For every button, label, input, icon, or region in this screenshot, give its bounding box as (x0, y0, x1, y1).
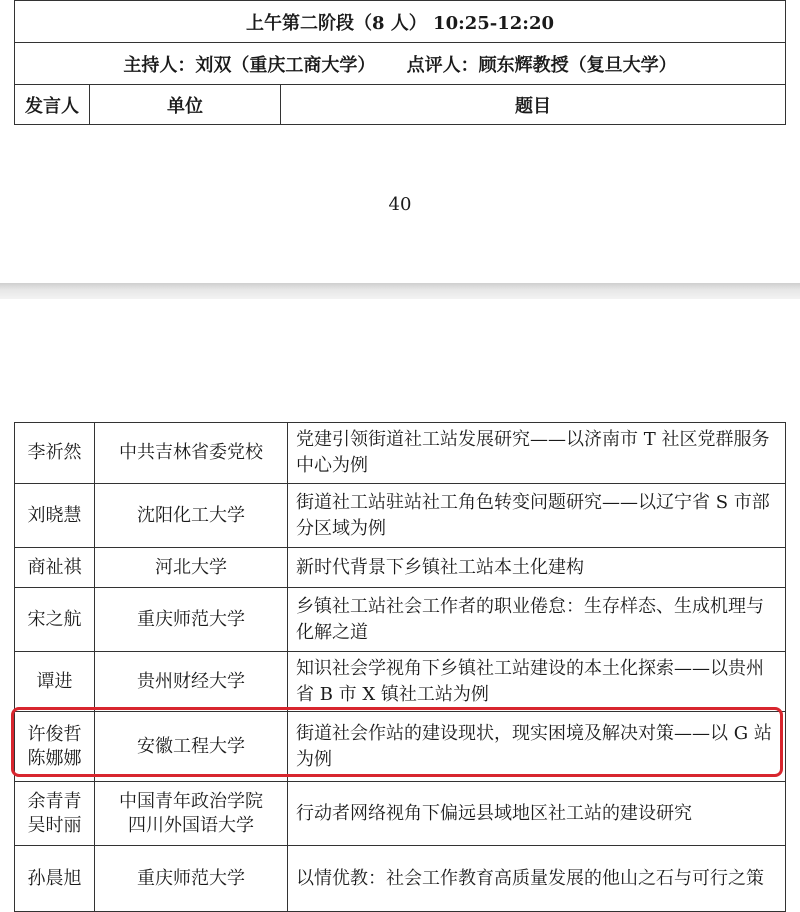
speaker-name: 吴时丽 (27, 814, 82, 836)
topic-cell: 乡镇社工站社会工作者的职业倦怠：生存样态、生成机理与化解之道 (288, 588, 786, 652)
session-header-table (14, 0, 786, 125)
unit-name: 安徽工程大学 (137, 735, 245, 757)
speaker-name: 刘晓慧 (27, 504, 82, 526)
speaker-cell (15, 548, 95, 588)
unit-name: 河北大学 (155, 556, 227, 578)
table-row (15, 652, 786, 712)
page-number: 40 (388, 194, 412, 215)
speaker-name: 陈娜娜 (27, 747, 82, 769)
unit-cell (95, 423, 288, 484)
speaker-name: 李祈然 (27, 442, 82, 463)
table-row (15, 588, 786, 652)
speaker-cell (15, 652, 95, 712)
unit-name: 重庆师范大学 (137, 867, 245, 889)
col-header-topic: 题目 (281, 85, 786, 125)
session-title: 上午第二阶段（8 人） 10:25-12:20 (15, 1, 786, 43)
table-row (15, 782, 786, 846)
speaker-name: 谭进 (36, 670, 73, 692)
topic-cell: 以情优教：社会工作教育高质量发展的他山之石与可行之策 (288, 846, 786, 912)
unit-name: 重庆师范大学 (137, 608, 245, 630)
topic-cell: 新时代背景下乡镇社工站本土化建构 (288, 548, 786, 588)
unit-name: 四川外国语大学 (128, 814, 254, 836)
table-row (15, 846, 786, 912)
unit-cell (95, 846, 288, 912)
topic-cell: 行动者网络视角下偏远县域地区社工站的建设研究 (288, 782, 786, 846)
unit-name: 贵州财经大学 (137, 670, 245, 692)
unit-name: 中国青年政治学院 (119, 790, 263, 812)
speaker-cell (15, 846, 95, 912)
unit-cell (95, 548, 288, 588)
speaker-cell (15, 712, 95, 782)
moderator-line: 主持人：刘双（重庆工商大学） 点评人：顾东辉教授（复旦大学） (15, 43, 786, 85)
table-row (15, 712, 786, 782)
speaker-name: 商祉祺 (27, 556, 82, 578)
col-header-unit: 单位 (90, 85, 281, 125)
speaker-name: 许俊哲 (27, 723, 82, 745)
topic-cell: 街道社工站驻站社工角色转变问题研究——以辽宁省 S 市部分区域为例 (288, 484, 786, 548)
unit-name: 中共吉林省委党校 (119, 442, 263, 463)
speaker-cell (15, 423, 95, 484)
unit-cell (95, 484, 288, 548)
topic-cell: 街道社会作站的建设现状，现实困境及解决对策——以 G 站为例 (288, 712, 786, 782)
speaker-name: 宋之航 (27, 608, 82, 630)
topic-cell: 党建引领街道社工站发展研究——以济南市 T 社区党群服务中心为例 (288, 423, 786, 484)
unit-cell (95, 782, 288, 846)
table-row (15, 484, 786, 548)
page-separator (0, 283, 800, 299)
unit-name: 沈阳化工大学 (137, 504, 245, 526)
speaker-name: 孙晨旭 (27, 867, 82, 889)
col-header-speaker: 发言人 (15, 85, 90, 125)
previous-page (0, 0, 800, 283)
topic-cell: 知识社会学视角下乡镇社工站建设的本土化探索——以贵州省 B 市 X 镇社工站为例 (288, 652, 786, 712)
speaker-table (14, 422, 786, 912)
speaker-cell (15, 484, 95, 548)
unit-cell (95, 588, 288, 652)
unit-cell (95, 652, 288, 712)
table-row (15, 423, 786, 484)
speaker-name: 余青青 (27, 790, 82, 812)
speaker-cell (15, 588, 95, 652)
table-row (15, 548, 786, 588)
unit-cell (95, 712, 288, 782)
speaker-cell (15, 782, 95, 846)
